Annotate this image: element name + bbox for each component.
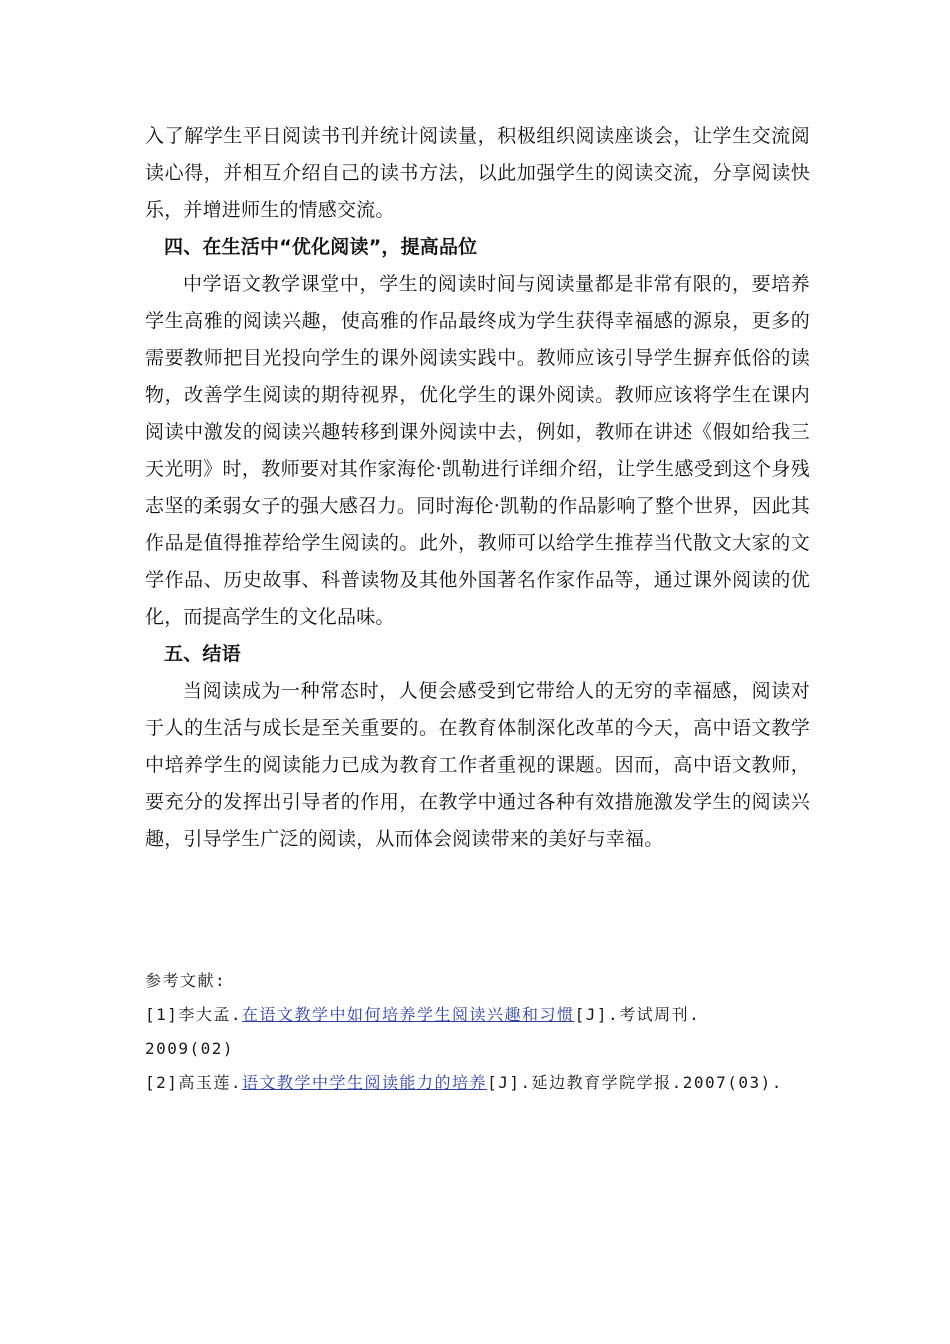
reference-1-link[interactable]: 在语文教学中如何培养学生阅读兴趣和习惯 xyxy=(242,1005,575,1024)
reference-2-author: [2]高玉莲. xyxy=(145,1073,243,1092)
reference-1-source: [J].考试周刊. xyxy=(574,1005,701,1024)
paragraph-conclusion: 当阅读成为一种常态时，人便会感受到它带给人的无穷的幸福感，阅读对于人的生活与成长是至关重要的。在教育体制深化改革的今天，高中语文教学中培养学生的阅读能力已成为教育工作者重视的课题。因而，高中语文教师，要充分的发挥出引导者的作用，在教学中通过各种有效措施激发学生的阅读兴趣，引导学生广泛的阅读，从而体会阅读带来的美好与幸福。 xyxy=(145,680,810,850)
references-section xyxy=(145,964,825,1100)
reference-2-link[interactable]: 语文教学中学生阅读能力的培养 xyxy=(242,1073,488,1092)
reference-item-2 xyxy=(145,1066,825,1100)
reference-item-1-continuation: 2009(02) xyxy=(145,1039,235,1058)
section-heading-4: 四、在生活中“优化阅读”，提高品位 xyxy=(164,236,478,258)
paragraph-section-4: 中学语文教学课堂中，学生的阅读时间与阅读量都是非常有限的，要培养学生高雅的阅读兴趣，使高雅的作品最终成为学生获得幸福感的源泉，更多的需要教师把目光投向学生的课外阅读实践中。教师应该引导学生摒弃低俗的读物，改善学生阅读的期待视界，优化学生的课外阅读。教师应该将学生在课内阅读中激发的阅读兴趣转移到课外阅读中去，例如，教师在讲述《假如给我三天光明》时，教师要对其作家海伦·凯勒进行详细介绍，让学生感受到这个身残志坚的柔弱女子的强大感召力。同时海伦·凯勒的作品影响了整个世界，因此其作品是值得推荐给学生阅读的。此外，教师可以给学生推荐当代散文大家的文学作品、历史故事、科普读物及其他外国著名作家作品等，通过课外阅读的优化，而提高学生的文化品味。 xyxy=(145,273,810,628)
section-heading-5: 五、结语 xyxy=(164,643,241,665)
reference-item-1 xyxy=(145,998,825,1032)
reference-1-author: [1]李大孟. xyxy=(145,1005,243,1024)
article-body xyxy=(145,118,810,858)
references-title: 参考文献: xyxy=(145,971,227,990)
paragraph-continued: 入了解学生平日阅读书刊并统计阅读量，积极组织阅读座谈会，让学生交流阅读心得，并相互介绍自己的读书方法，以此加强学生的阅读交流，分享阅读快乐，并增进师生的情感交流。 xyxy=(145,125,810,221)
reference-2-source: [J].延边教育学院学报.2007(03). xyxy=(487,1073,783,1092)
